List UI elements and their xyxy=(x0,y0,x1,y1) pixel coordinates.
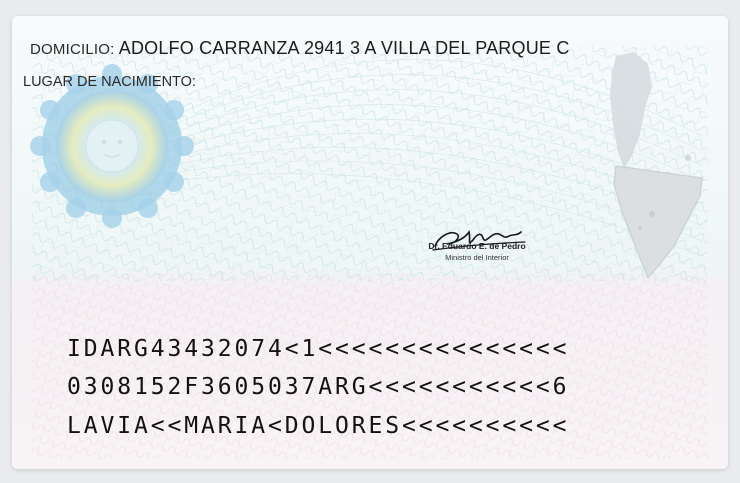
birthplace-label: LUGAR DE NACIMIENTO: xyxy=(23,74,196,90)
id-card-back xyxy=(12,16,728,469)
mrz-line-1: IDARG43432074<1<<<<<<<<<<<<<<< xyxy=(67,336,570,362)
signatory-role: Ministro del Interior xyxy=(445,253,509,262)
address-line xyxy=(30,38,570,59)
address-value: ADOLFO CARRANZA 2941 3 A VILLA DEL PARQUE C xyxy=(118,38,570,58)
address-label: DOMICILIO: xyxy=(30,41,115,58)
mrz-line-2: 0308152F3605037ARG<<<<<<<<<<<6 xyxy=(67,374,570,400)
signatory-name: Dr. Eduardo E. de Pedro xyxy=(428,241,526,251)
mrz-line-3: LAVIA<<MARIA<DOLORES<<<<<<<<<< xyxy=(67,413,570,439)
birthplace-line xyxy=(23,74,196,90)
